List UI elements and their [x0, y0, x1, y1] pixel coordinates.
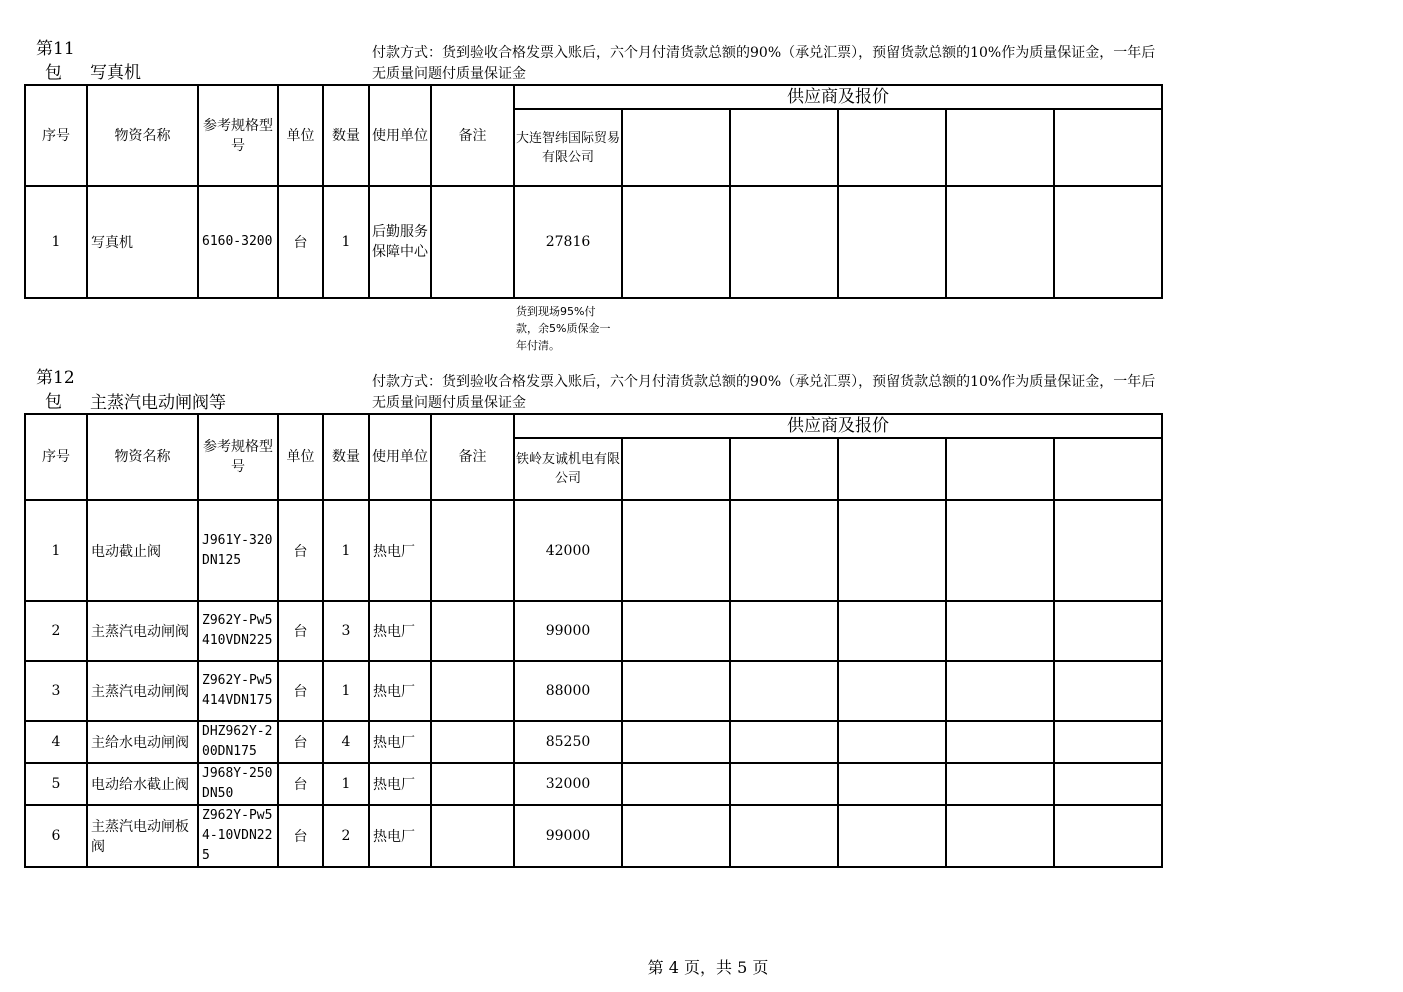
cell-remark [431, 721, 514, 763]
supplier-name [730, 109, 838, 186]
col-header-unit: 单位 [278, 414, 323, 500]
table-row [25, 763, 1162, 805]
cell-price: 85250 [514, 721, 622, 763]
quote-table [24, 84, 1163, 299]
cell-remark [431, 601, 514, 661]
cell-price [622, 601, 730, 661]
cell-price [838, 805, 946, 867]
supplier-name [946, 109, 1054, 186]
cell-price [1054, 186, 1162, 298]
cell-price [946, 186, 1054, 298]
cell-price [838, 763, 946, 805]
cell-qty: 2 [323, 805, 369, 867]
cell-unit: 台 [278, 500, 323, 601]
cell-unit: 台 [278, 186, 323, 298]
payment-terms: 付款方式：货到验收合格发票入账后，六个月付清货款总额的90%（承兑汇票），预留货款总额的10%作为质量保证金，一年后无质量问题付质量保证金 [372, 45, 1156, 82]
cell-price [730, 661, 838, 721]
cell-price [838, 721, 946, 763]
cell-user: 热电厂 [369, 763, 431, 805]
col-header-spec: 参考规格型号 [198, 414, 278, 500]
cell-price [730, 805, 838, 867]
cell-price: 32000 [514, 763, 622, 805]
col-header-user: 使用单位 [369, 414, 431, 500]
cell-remark [431, 805, 514, 867]
cell-qty: 3 [323, 601, 369, 661]
table-row [25, 186, 1162, 298]
cell-price [946, 661, 1054, 721]
cell-remark [431, 500, 514, 601]
cell-price [622, 805, 730, 867]
col-header-qty: 数量 [323, 414, 369, 500]
supplier-name [730, 438, 838, 500]
cell-name: 电动给水截止阀 [87, 763, 198, 805]
table-row [25, 500, 1162, 601]
package-number: 第11 包 [36, 39, 75, 83]
cell-price [838, 500, 946, 601]
cell-remark [431, 186, 514, 298]
payment-note: 货到现场95%付款，余5%质保金一年付清。 [516, 305, 611, 352]
cell-remark [431, 763, 514, 805]
table-header-row [25, 414, 1162, 438]
cell-seq: 2 [25, 601, 87, 661]
cell-price [946, 721, 1054, 763]
col-header-user: 使用单位 [369, 85, 431, 186]
cell-user: 后勤服务保障中心 [369, 186, 431, 298]
cell-price: 99000 [514, 601, 622, 661]
cell-user: 热电厂 [369, 601, 431, 661]
col-header-spec: 参考规格型号 [198, 85, 278, 186]
cell-price [730, 186, 838, 298]
cell-name: 写真机 [87, 186, 198, 298]
cell-spec: Z962Y-Pw5410VDN225 [198, 601, 278, 661]
col-header-unit: 单位 [278, 85, 323, 186]
col-header-seq: 序号 [25, 85, 87, 186]
cell-qty: 1 [323, 763, 369, 805]
supplier-name: 铁岭友诚机电有限公司 [514, 438, 622, 500]
package-title: 主蒸汽电动闸阀等 [90, 393, 226, 413]
cell-price [622, 500, 730, 601]
cell-price [1054, 763, 1162, 805]
page-footer: 第 4 页，共 5 页 [647, 958, 769, 977]
cell-remark [431, 661, 514, 721]
table-row [25, 721, 1162, 763]
cell-name: 主蒸汽电动闸阀 [87, 601, 198, 661]
supplier-name [946, 438, 1054, 500]
cell-unit: 台 [278, 805, 323, 867]
cell-name: 主蒸汽电动闸板阀 [87, 805, 198, 867]
supplier-name [1054, 438, 1162, 500]
cell-price [622, 186, 730, 298]
col-header-supplier: 供应商及报价 [514, 414, 1162, 438]
col-header-remark: 备注 [431, 85, 514, 186]
cell-spec: 6160-3200 [198, 186, 278, 298]
cell-unit: 台 [278, 601, 323, 661]
col-header-supplier: 供应商及报价 [514, 85, 1162, 109]
cell-price [946, 500, 1054, 601]
cell-spec: Z962Y-Pw5414VDN175 [198, 661, 278, 721]
cell-qty: 4 [323, 721, 369, 763]
cell-price: 88000 [514, 661, 622, 721]
cell-price [622, 721, 730, 763]
supplier-name: 大连智纬国际贸易有限公司 [514, 109, 622, 186]
package-title: 写真机 [90, 63, 141, 83]
supplier-name [1054, 109, 1162, 186]
table-row [25, 601, 1162, 661]
cell-seq: 1 [25, 500, 87, 601]
cell-price [730, 500, 838, 601]
cell-price [838, 601, 946, 661]
cell-price [622, 763, 730, 805]
payment-terms: 付款方式：货到验收合格发票入账后，六个月付清货款总额的90%（承兑汇票），预留货款总额的10%作为质量保证金，一年后无质量问题付质量保证金 [372, 374, 1156, 411]
cell-user: 热电厂 [369, 661, 431, 721]
cell-user: 热电厂 [369, 805, 431, 867]
col-header-seq: 序号 [25, 414, 87, 500]
table-header-row [25, 85, 1162, 109]
supplier-name [622, 438, 730, 500]
quote-table [24, 413, 1163, 868]
cell-seq: 6 [25, 805, 87, 867]
package-number: 第12 包 [36, 368, 75, 412]
cell-price [1054, 721, 1162, 763]
cell-seq: 3 [25, 661, 87, 721]
cell-user: 热电厂 [369, 500, 431, 601]
cell-price [1054, 601, 1162, 661]
cell-price: 42000 [514, 500, 622, 601]
col-header-remark: 备注 [431, 414, 514, 500]
cell-name: 主给水电动闸阀 [87, 721, 198, 763]
cell-price [946, 763, 1054, 805]
cell-qty: 1 [323, 186, 369, 298]
cell-spec: J961Y-320DN125 [198, 500, 278, 601]
col-header-qty: 数量 [323, 85, 369, 186]
cell-seq: 4 [25, 721, 87, 763]
cell-price [838, 186, 946, 298]
cell-spec: Z962Y-Pw54-10VDN225 [198, 805, 278, 867]
cell-unit: 台 [278, 661, 323, 721]
cell-qty: 1 [323, 500, 369, 601]
cell-price: 27816 [514, 186, 622, 298]
table-row [25, 661, 1162, 721]
table-row [25, 805, 1162, 867]
cell-unit: 台 [278, 721, 323, 763]
cell-seq: 5 [25, 763, 87, 805]
supplier-name [622, 109, 730, 186]
cell-price [730, 763, 838, 805]
supplier-name [838, 109, 946, 186]
cell-price [730, 721, 838, 763]
cell-price [730, 601, 838, 661]
cell-price [946, 601, 1054, 661]
cell-seq: 1 [25, 186, 87, 298]
cell-price [1054, 661, 1162, 721]
cell-price [1054, 805, 1162, 867]
cell-price [622, 661, 730, 721]
col-header-name: 物资名称 [87, 414, 198, 500]
cell-unit: 台 [278, 763, 323, 805]
cell-price: 99000 [514, 805, 622, 867]
cell-price [1054, 500, 1162, 601]
cell-name: 主蒸汽电动闸阀 [87, 661, 198, 721]
cell-user: 热电厂 [369, 721, 431, 763]
cell-spec: DHZ962Y-200DN175 [198, 721, 278, 763]
col-header-name: 物资名称 [87, 85, 198, 186]
supplier-name [838, 438, 946, 500]
cell-price [838, 661, 946, 721]
cell-name: 电动截止阀 [87, 500, 198, 601]
cell-price [946, 805, 1054, 867]
cell-spec: J968Y-250DN50 [198, 763, 278, 805]
cell-qty: 1 [323, 661, 369, 721]
